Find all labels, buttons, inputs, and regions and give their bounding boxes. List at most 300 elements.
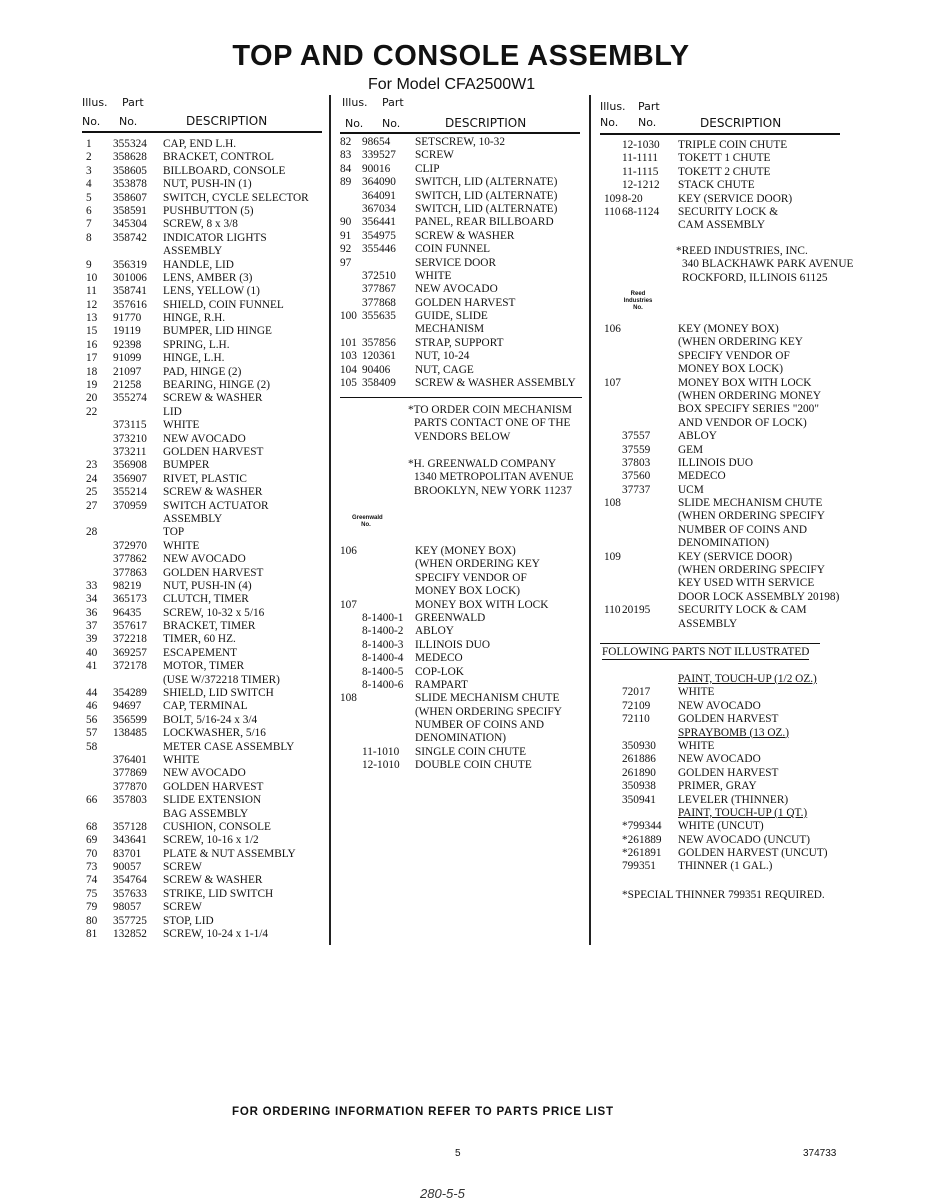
illus-number: 15: [86, 325, 98, 338]
description: KEY (SERVICE DOOR): [678, 550, 793, 563]
illus-number: 3: [86, 164, 92, 177]
illus-number: 92: [340, 243, 352, 256]
description: SCREW & WASHER ASSEMBLY: [415, 377, 576, 390]
description: LEVELER (THINNER): [678, 793, 789, 806]
part-number: *261889: [622, 833, 662, 846]
description: SPRING, L.H.: [163, 338, 230, 351]
description: GEM: [678, 443, 704, 456]
description: GOLDEN HARVEST: [415, 296, 516, 309]
part-number: 8-1400-2: [362, 625, 404, 638]
part-number: 350930: [622, 739, 656, 752]
description: SCREW & WASHER: [163, 392, 263, 405]
description: GUIDE, SLIDE: [415, 310, 488, 323]
description: NEW AVOCADO: [163, 767, 246, 780]
part-number: 21258: [113, 379, 142, 392]
part-number: 358605: [113, 164, 147, 177]
description: PAINT, TOUCH-UP (1 QT.): [678, 806, 808, 819]
description: NUMBER OF COINS AND: [678, 523, 807, 536]
part-number: 12-1030: [622, 139, 660, 151]
description: SCREW & WASHER: [163, 486, 263, 499]
part-number: 261886: [622, 753, 656, 766]
description: GOLDEN HARVEST (UNCUT): [678, 847, 828, 860]
illus-number: 75: [86, 887, 98, 900]
description: MOTOR, TIMER: [163, 660, 245, 673]
illus-number: 13: [86, 312, 98, 325]
description: WHITE: [678, 686, 715, 699]
part-number: 90057: [113, 861, 142, 874]
description: CUSHION, CONSOLE: [163, 820, 271, 833]
illus-number: 89: [340, 176, 352, 189]
illus-number: 84: [340, 162, 352, 175]
part-number: 364090: [362, 176, 396, 189]
illus-number: 91: [340, 229, 352, 242]
header-part: Part: [382, 96, 404, 109]
illus-number: 104: [340, 363, 357, 376]
part-number: 356908: [113, 459, 147, 472]
part-number: 372510: [362, 269, 396, 282]
description: CLUTCH, TIMER: [163, 593, 249, 606]
part-number: 357725: [113, 914, 147, 927]
part-number: 37557: [622, 430, 651, 443]
description: BOX SPECIFY SERIES "200": [678, 403, 819, 416]
header-illus: Illus.: [342, 96, 368, 109]
description: COP-LOK: [415, 665, 464, 678]
part-number: 354975: [362, 229, 396, 242]
description: ASSEMBLY: [163, 245, 223, 258]
description: SWITCH, CYCLE SELECTOR: [163, 191, 309, 204]
description: PRIMER, GRAY: [678, 780, 757, 793]
description: CLIP: [415, 162, 440, 175]
part-number: 354764: [113, 874, 147, 887]
description: SCREW: [415, 149, 454, 162]
header-illus-no: No.: [82, 115, 101, 128]
description: SCREW & WASHER: [415, 229, 515, 242]
header-description: DESCRIPTION: [186, 114, 268, 128]
header-rule: [600, 133, 840, 135]
description: WHITE: [163, 753, 200, 766]
part-number: 91099: [113, 352, 142, 365]
part-number: 343641: [113, 834, 147, 847]
illus-number: 101: [340, 336, 357, 349]
description: MECHANISM: [415, 323, 485, 336]
part-number: 353878: [113, 178, 147, 191]
part-number: 11-1111: [622, 152, 658, 165]
illus-number: 110: [604, 205, 621, 218]
part-number: 356319: [113, 258, 147, 271]
header-illus: Illus.: [600, 100, 626, 113]
part-number: 357616: [113, 298, 147, 311]
part-number: 98219: [113, 579, 142, 592]
description: SCREW, 10-16 x 1/2: [163, 834, 259, 847]
description: BILLBOARD, CONSOLE: [163, 164, 286, 177]
illus-number: 27: [86, 499, 98, 512]
note-line: ROCKFORD, ILLINOIS 61125: [682, 271, 828, 284]
illus-number: 33: [86, 579, 98, 592]
part-number: 11-1010: [362, 745, 400, 758]
header-rule: [82, 131, 322, 133]
description: UCM: [678, 483, 704, 496]
page-number: 5: [455, 1148, 461, 1159]
description: SLIDE EXTENSION: [163, 794, 262, 807]
description: SCREW, 10-24 x 1-1/4: [163, 928, 269, 941]
not-illustrated-heading: FOLLOWING PARTS NOT ILLUSTRATED: [602, 646, 810, 658]
part-number: 356441: [362, 216, 396, 229]
header-illus: Illus.: [82, 96, 108, 109]
part-number: 12-1010: [362, 759, 400, 772]
part-number: 355635: [362, 310, 396, 323]
description: BRACKET, CONTROL: [163, 151, 274, 164]
description: CAM ASSEMBLY: [678, 219, 766, 232]
part-number: 364091: [362, 189, 396, 202]
part-number: 377863: [113, 566, 147, 579]
ordering-info: FOR ORDERING INFORMATION REFER TO PARTS PRICE LIST: [232, 1106, 614, 1118]
description: SCREW & WASHER: [163, 874, 263, 887]
description: (WHEN ORDERING KEY: [415, 558, 540, 571]
illus-number: 1: [86, 138, 92, 150]
illus-number: 20: [86, 392, 98, 405]
description: CAP, TERMINAL: [163, 700, 248, 713]
description: NEW AVOCADO: [678, 753, 761, 766]
part-number: 369257: [113, 646, 147, 659]
header-part-no: No.: [119, 115, 138, 128]
illus-number: 41: [86, 660, 98, 673]
description: ESCAPEMENT: [163, 646, 238, 659]
part-number: 345304: [113, 218, 147, 231]
description: COIN FUNNEL: [415, 243, 490, 256]
description: SLIDE MECHANISM CHUTE: [415, 692, 560, 705]
description: BOLT, 5/16-24 x 3/4: [163, 713, 258, 726]
part-number: 358591: [113, 204, 147, 217]
description: PAD, HINGE (2): [163, 365, 242, 378]
header-description: DESCRIPTION: [700, 116, 782, 130]
illus-number: 6: [86, 204, 92, 217]
note-line: *TO ORDER COIN MECHANISM: [408, 404, 572, 416]
illus-number: 2: [86, 151, 92, 164]
description: WHITE: [163, 419, 200, 432]
illus-number: 83: [340, 149, 352, 162]
illus-number: 28: [86, 526, 98, 539]
note-line: VENDORS BELOW: [414, 430, 511, 443]
illus-number: 66: [86, 794, 98, 807]
header-part-no: No.: [638, 116, 657, 129]
illus-number: 23: [86, 459, 98, 472]
illus-number: 110: [604, 604, 621, 617]
description: RIVET, PLASTIC: [163, 472, 247, 485]
vendor-note: [408, 458, 574, 498]
description: LOCKWASHER, 5/16: [163, 727, 266, 740]
illus-number: 11: [86, 285, 97, 298]
part-number: 358742: [113, 231, 147, 244]
illus-number: 68: [86, 820, 98, 833]
description: HANDLE, LID: [163, 258, 234, 271]
description: ABLOY: [415, 625, 454, 638]
description: (WHEN ORDERING MONEY: [678, 389, 822, 402]
illus-number: 34: [86, 593, 98, 606]
description: GREENWALD: [415, 611, 486, 624]
part-number: 372970: [113, 539, 147, 552]
part-number: 90406: [362, 363, 391, 376]
illus-number: 17: [86, 352, 98, 365]
description: PAINT, TOUCH-UP (1/2 OZ.): [678, 673, 817, 685]
part-number: 8-1400-1: [362, 611, 404, 624]
description: MONEY BOX LOCK): [415, 585, 521, 598]
document-number: 374733: [803, 1148, 837, 1159]
description: SINGLE COIN CHUTE: [415, 745, 527, 758]
description: METER CASE ASSEMBLY: [163, 740, 295, 753]
description: TRIPLE COIN CHUTE: [678, 139, 788, 151]
description: KEY USED WITH SERVICE: [678, 577, 815, 590]
illus-number: 97: [340, 256, 352, 269]
description: ILLINOIS DUO: [678, 456, 753, 469]
illus-number: 7: [86, 218, 92, 231]
description: SETSCREW, 10-32: [415, 136, 505, 148]
illus-number: 25: [86, 486, 98, 499]
part-number: 94697: [113, 700, 142, 713]
description: NUT, 10-24: [415, 350, 470, 363]
description: WHITE: [163, 539, 200, 552]
description: SCREW, 10-32 x 5/16: [163, 606, 265, 619]
illus-number: 103: [340, 350, 357, 363]
vendor-note: [676, 245, 853, 285]
description: PANEL, REAR BILLBOARD: [415, 216, 554, 229]
header-illus-no: No.: [600, 116, 619, 129]
description: GOLDEN HARVEST: [163, 780, 264, 793]
description: DENOMINATION): [415, 732, 506, 745]
description: NUT, CAGE: [415, 363, 474, 376]
part-number: 138485: [113, 727, 147, 740]
illus-number: 69: [86, 834, 98, 847]
description: BUMPER: [163, 459, 210, 472]
illus-number: 73: [86, 861, 98, 874]
column-divider: [329, 95, 331, 945]
illus-number: 46: [86, 700, 98, 713]
part-number: 37560: [622, 470, 651, 483]
description: GOLDEN HARVEST: [163, 566, 264, 579]
description: BUMPER, LID HINGE: [163, 325, 272, 338]
description: KEY (MONEY BOX): [678, 323, 779, 335]
illus-number: 105: [340, 377, 357, 390]
part-number: 357856: [362, 336, 396, 349]
description: TIMER, 60 HZ.: [163, 633, 236, 646]
part-number: 365173: [113, 593, 147, 606]
description: SECURITY LOCK &: [678, 205, 779, 218]
illus-number: 57: [86, 727, 98, 740]
part-number: 799351: [622, 860, 656, 873]
illus-number: 106: [340, 545, 357, 557]
illus-number: 108: [604, 497, 621, 510]
description: SECURITY LOCK & CAM: [678, 604, 807, 617]
part-number: 355446: [362, 243, 396, 256]
part-number: 356907: [113, 472, 147, 485]
illus-number: 82: [340, 136, 352, 148]
description: NEW AVOCADO: [163, 553, 246, 566]
part-number: 20195: [622, 604, 651, 617]
note-line: *REED INDUSTRIES, INC.: [676, 245, 808, 257]
illus-number: 90: [340, 216, 352, 229]
part-number: 261890: [622, 766, 656, 779]
part-number: 377869: [113, 767, 147, 780]
description: MONEY BOX WITH LOCK: [678, 376, 812, 389]
part-number: 98057: [113, 901, 142, 914]
description: BRACKET, TIMER: [163, 620, 256, 633]
column-divider: [589, 95, 591, 945]
illus-number: 36: [86, 606, 98, 619]
description: MEDECO: [678, 470, 726, 483]
description: SCREW: [163, 861, 202, 874]
illus-number: 19: [86, 379, 98, 392]
description: WHITE (UNCUT): [678, 820, 764, 833]
note-line: *SPECIAL THINNER 799351 REQUIRED.: [622, 889, 825, 901]
part-number: 12-1212: [622, 179, 660, 192]
description: BEARING, HINGE (2): [163, 379, 270, 392]
section-rule: [600, 643, 820, 644]
section-rule: [340, 397, 582, 398]
illus-number: 12: [86, 298, 98, 311]
part-number: 132852: [113, 928, 147, 941]
illus-number: 107: [604, 376, 621, 389]
description: (USE W/372218 TIMER): [163, 673, 280, 686]
model-subtitle: For Model CFA2500W1: [368, 76, 536, 93]
illus-number: 40: [86, 646, 98, 659]
part-number: 377867: [362, 283, 396, 296]
description: SPRAYBOMB (13 OZ.): [678, 726, 790, 739]
header-illus-no: No.: [345, 117, 364, 130]
part-number: 372178: [113, 660, 147, 673]
description: LENS, YELLOW (1): [163, 285, 260, 298]
illus-number: 81: [86, 928, 98, 941]
part-number: 373210: [113, 432, 147, 445]
description: ILLINOIS DUO: [415, 638, 490, 651]
description: TOP: [163, 526, 185, 539]
description: NEW AVOCADO (UNCUT): [678, 833, 811, 846]
part-number: 376401: [113, 753, 147, 766]
description: LID: [163, 405, 182, 418]
header-description: DESCRIPTION: [445, 116, 527, 130]
part-number: 11-1115: [622, 165, 659, 178]
illus-number: 70: [86, 847, 98, 860]
part-number: 377862: [113, 553, 147, 566]
description: GOLDEN HARVEST: [678, 713, 779, 726]
illus-number: 58: [86, 740, 98, 753]
part-number: *799344: [622, 820, 662, 833]
description: STRIKE, LID SWITCH: [163, 887, 274, 900]
header-part: Part: [122, 96, 144, 109]
description: WHITE: [678, 739, 715, 752]
part-number: 8-1400-6: [362, 678, 404, 691]
part-number: 8-20: [622, 192, 643, 205]
illus-number: 56: [86, 713, 98, 726]
note-line: BROOKLYN, NEW YORK 11237: [414, 484, 572, 497]
part-number: 377870: [113, 780, 147, 793]
part-number: 339527: [362, 149, 396, 162]
part-number: 358607: [113, 191, 147, 204]
part-number: 367034: [362, 202, 396, 215]
part-number: 91770: [113, 312, 142, 325]
note-line: PARTS CONTACT ONE OF THE: [414, 417, 571, 430]
part-number: 373115: [113, 419, 147, 432]
part-number: 358409: [362, 377, 396, 390]
description: SLIDE MECHANISM CHUTE: [678, 497, 823, 510]
illus-number: 80: [86, 914, 98, 927]
illus-number: 106: [604, 323, 621, 335]
note-line: 1340 METROPOLITAN AVENUE: [414, 471, 574, 484]
description: LENS, AMBER (3): [163, 271, 253, 284]
part-number: 72110: [622, 713, 650, 726]
description: DOUBLE COIN CHUTE: [415, 759, 532, 772]
part-number: 373211: [113, 445, 147, 458]
part-number: 357633: [113, 887, 147, 900]
header-rule: [340, 132, 580, 134]
description: SHIELD, LID SWITCH: [163, 687, 274, 700]
part-number: 37737: [622, 483, 651, 496]
handwritten-note: 280-5-5: [420, 1186, 465, 1200]
illus-number: 16: [86, 338, 98, 351]
description: SWITCH, LID (ALTERNATE): [415, 189, 558, 202]
description: NEW AVOCADO: [415, 283, 498, 296]
description: SPECIFY VENDOR OF: [415, 571, 527, 584]
illus-number: 5: [86, 191, 92, 204]
illus-number: 79: [86, 901, 98, 914]
header-part: Part: [638, 100, 660, 113]
part-number: 19119: [113, 325, 141, 338]
description: SWITCH, LID (ALTERNATE): [415, 176, 558, 189]
description: GOLDEN HARVEST: [678, 766, 779, 779]
description: KEY (SERVICE DOOR): [678, 192, 793, 205]
part-number: 8-1400-3: [362, 638, 404, 651]
description: CAP, END L.H.: [163, 138, 237, 150]
illus-number: 10: [86, 271, 98, 284]
description: DENOMINATION): [678, 537, 769, 550]
vendor-note: [622, 889, 825, 902]
illus-number: 108: [340, 692, 357, 705]
part-number: 372218: [113, 633, 147, 646]
description: ABLOY: [678, 430, 717, 443]
reed-no-label: Reed Industries No.: [623, 291, 653, 311]
part-number: 68-1124: [622, 205, 660, 218]
part-number: 98654: [362, 136, 391, 148]
description: RAMPART: [415, 678, 468, 691]
illus-number: 8: [86, 231, 92, 244]
part-number: 355274: [113, 392, 147, 405]
description: SERVICE DOOR: [415, 256, 497, 269]
description: GOLDEN HARVEST: [163, 445, 264, 458]
illus-number: 44: [86, 687, 98, 700]
greenwald-no-label: Greenwald No.: [352, 515, 383, 528]
description: SCREW, 8 x 3/8: [163, 218, 238, 231]
description: TOKETT 1 CHUTE: [678, 152, 771, 165]
part-number: 357803: [113, 794, 147, 807]
illus-number: 4: [86, 178, 92, 191]
illus-number: 18: [86, 365, 98, 378]
description: KEY (MONEY BOX): [415, 545, 516, 557]
part-number: 355214: [113, 486, 147, 499]
description: (WHEN ORDERING SPECIFY: [678, 510, 825, 523]
description: ASSEMBLY: [163, 512, 223, 525]
illus-number: 22: [86, 405, 98, 418]
description: SHIELD, COIN FUNNEL: [163, 298, 284, 311]
description: STACK CHUTE: [678, 179, 755, 192]
part-number: 37803: [622, 456, 651, 469]
part-number: *261891: [622, 847, 662, 860]
description: DOOR LOCK ASSEMBLY 20198): [678, 590, 840, 603]
part-number: 370959: [113, 499, 147, 512]
description: ASSEMBLY: [678, 617, 738, 630]
description: SCREW: [163, 901, 202, 914]
description: (WHEN ORDERING KEY: [678, 336, 803, 349]
header-part-no: No.: [382, 117, 401, 130]
description: MONEY BOX LOCK): [678, 363, 784, 376]
illus-number: 109: [604, 550, 621, 563]
